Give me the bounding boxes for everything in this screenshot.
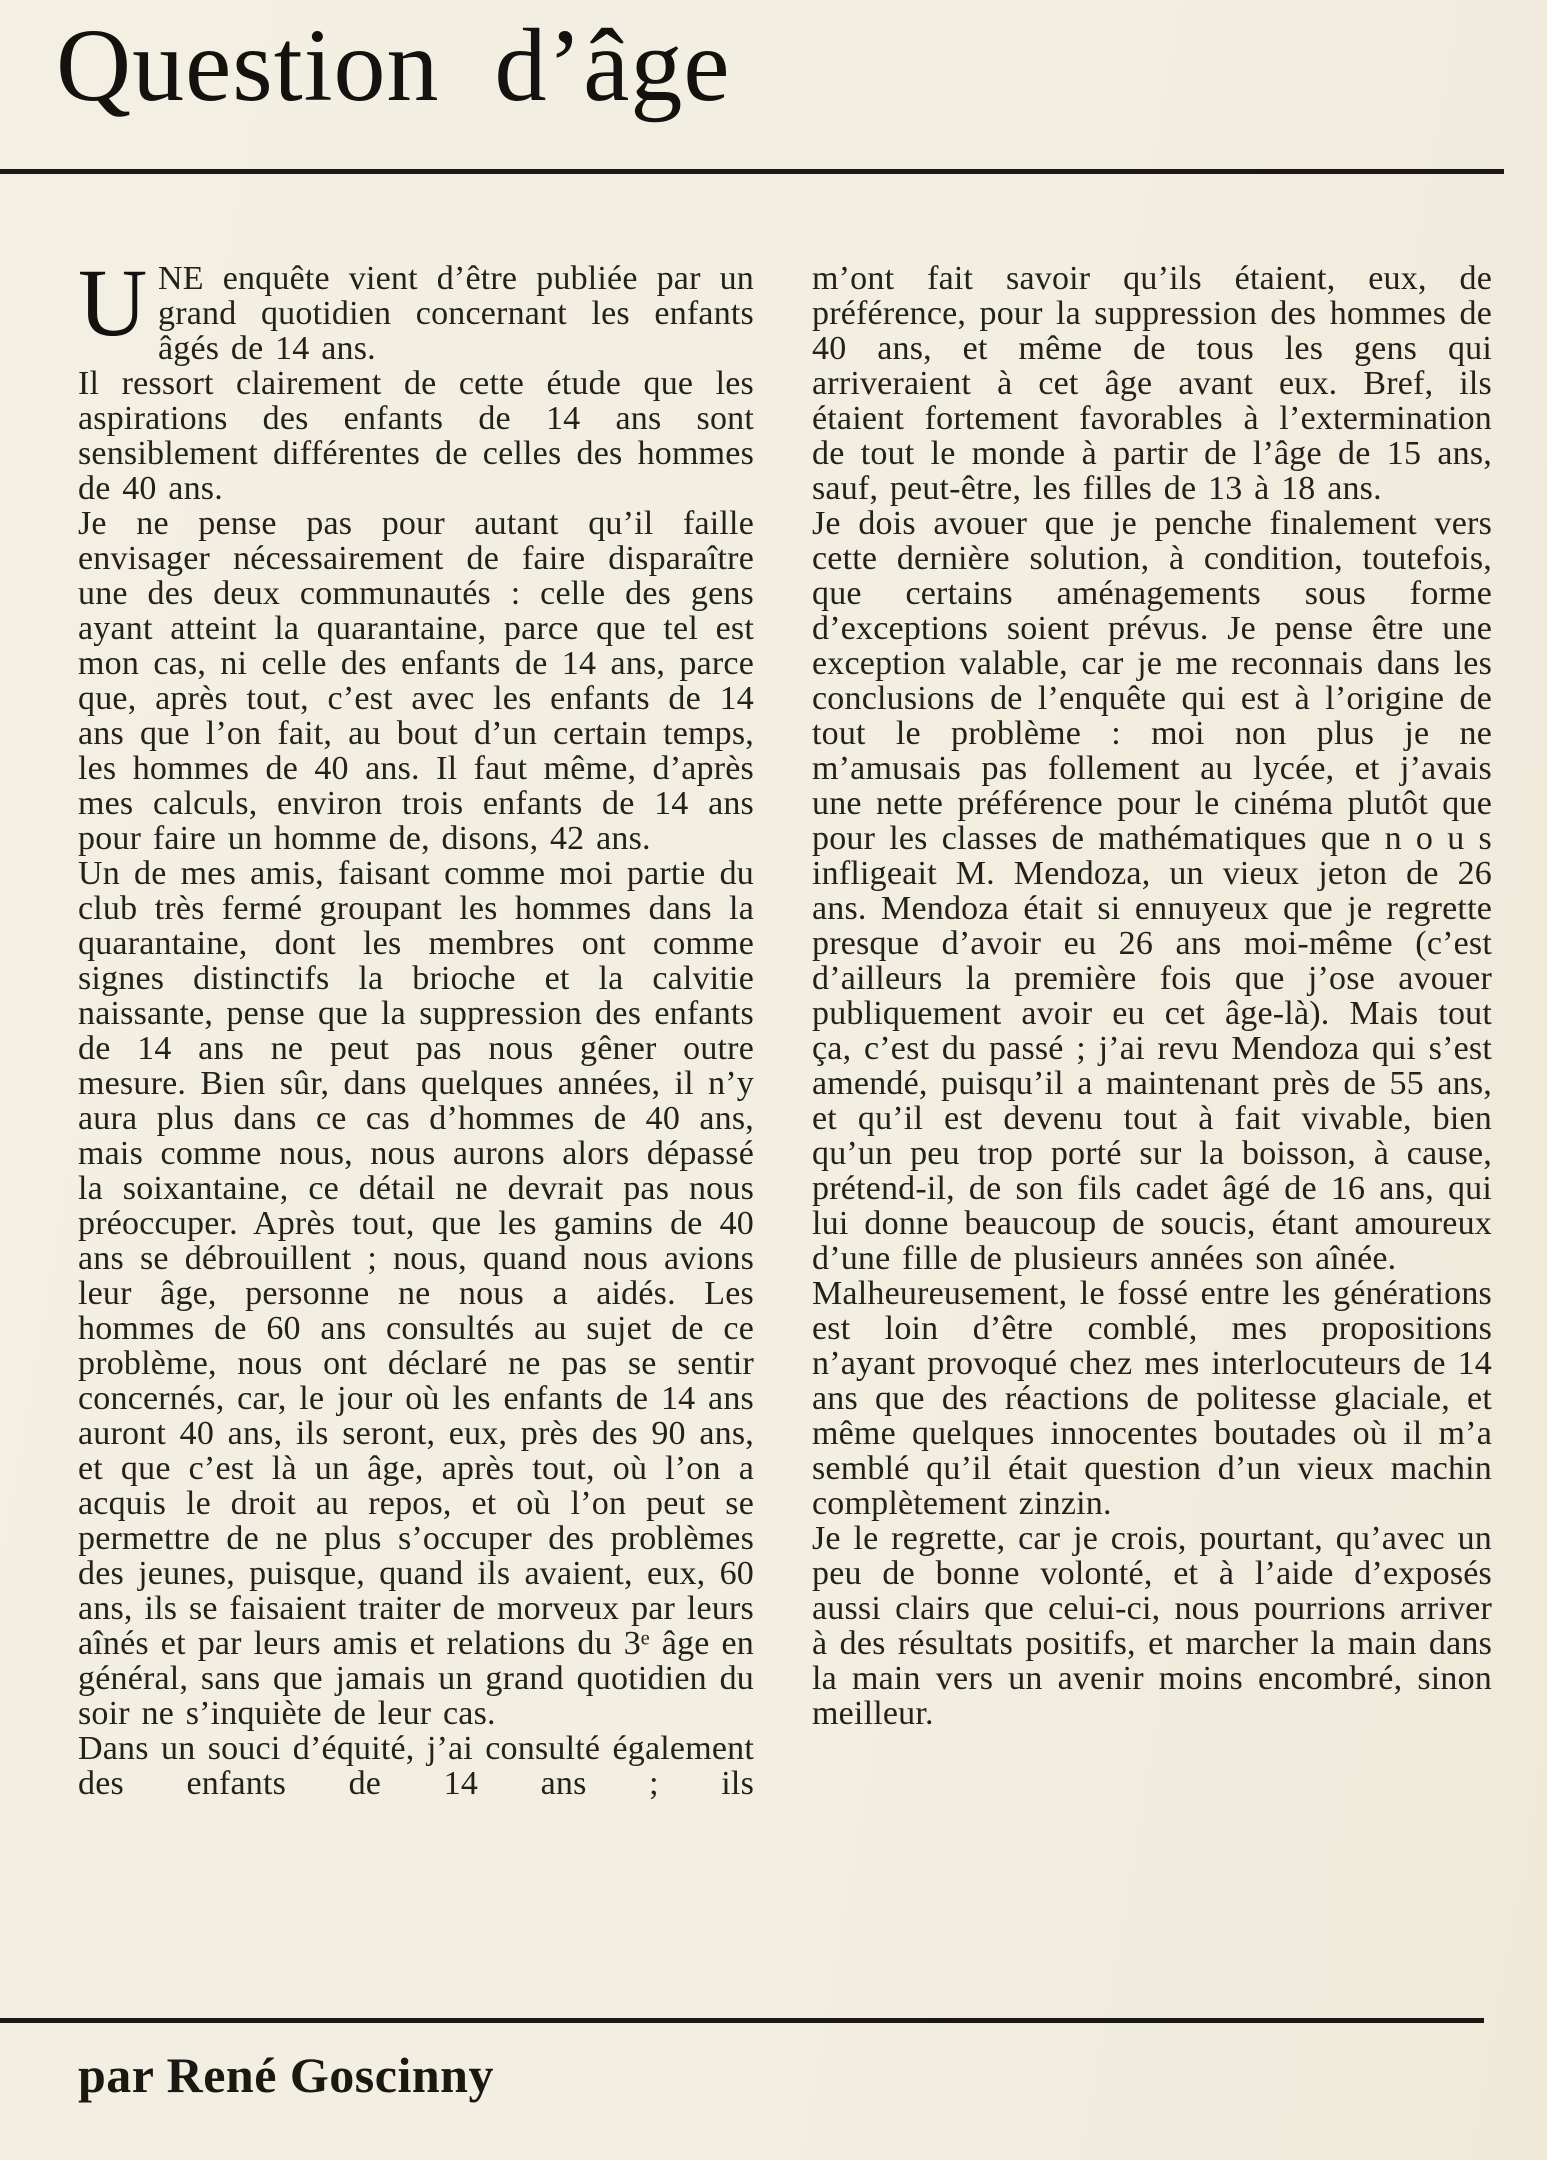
title-divider [0,169,1504,174]
page-title: Question d’âge [56,8,731,123]
right-column [812,261,1492,1731]
byline: par René Goscinny [78,2047,494,2103]
lead-paragraph [78,249,754,367]
paragraph: Malheureusement, le fossé entre les générations est loin d’être comblé, mes propositions n’ayant provoqué chez mes interlocuteurs de 14 ans que des réactions de politesse glaciale, et même quelques innocentes boutades où il m’a semblé qu’il était question d’un vieux machin complètement zinzin. [812,1275,1492,1522]
lead-paragraph-text: NE enquête vient d’être publiée par un grand quotidien concernant les enfants âgés de 14 ans. [158,260,754,367]
paragraph: Je dois avouer que je penche finalement vers cette dernière solution, à condition, toutefois, que certains aménagements sous forme d’exceptions soient prévus. Je pense être une exception valable, car je me reconnais dans les conclusions de l’enquête qui est à l’origine de tout le problème : moi non plus je ne m’amusais pas follement au lycée, et j’avais une nette préférence pour le cinéma plutôt que pour les classes de mathématiques que n o u s infligeait M. Mendoza, un vieux jeton de 26 ans. Mendoza était si ennuyeux que je regrette presque d’avoir eu 26 ans moi-même (c’est d’ailleurs la première fois que j’ose avouer publiquement avoir eu cet âge-là). Mais tout ça, c’est du passé ; j’ai revu Mendoza qui s’est amendé, puisqu’il a maintenant près de 55 ans, et qu’il est devenu tout à fait vivable, bien qu’un peu trop porté sur la boisson, à cause, prétend-il, de son fils cadet âgé de 16 ans, qui lui donne beaucoup de soucis, étant amoureux d’une fille de plusieurs années son aînée. [812,505,1492,1277]
paragraph: Je ne pense pas pour autant qu’il faille envisager nécessairement de faire disparaître une des deux communautés : celle des gens ayant atteint la quarantaine, parce que tel est mon cas, ni celle des enfants de 14 ans, parce que, après tout, c’est avec les enfants de 14 ans que l’on fait, au bout d’un certain temps, les hommes de 40 ans. Il faut même, d’après mes calculs, environ trois enfants de 14 ans pour faire un homme de, disons, 42 ans. [78,505,754,857]
drop-cap: U [78,249,148,356]
paragraph: Un de mes amis, faisant comme moi partie du club très fermé groupant les hommes dans la quarantaine, dont les membres ont comme signes distinctifs la brioche et la calvitie naissante, pense que la suppression des enfants de 14 ans ne peut pas nous gêner outre mesure. Bien sûr, dans quelques années, il n’y aura plus dans ce cas d’hommes de 40 ans, mais comme nous, nous aurons alors dépassé la soixantaine, ce détail ne devrait pas nous préoccuper. Après tout, que les gamins de 40 ans se débrouillent ; nous, quand nous avions leur âge, personne ne nous a aidés. Les hommes de 60 ans consultés au sujet de ce problème, nous ont déclaré ne pas se sentir concernés, car, le jour où les enfants de 14 ans auront 40 ans, ils seront, eux, près des 90 ans, et que c’est là un âge, après tout, où l’on a acquis le droit au repos, et où l’on peut se permettre de ne plus s’occuper des problèmes des jeunes, puisque, quand ils avaient, eux, 60 ans, ils se faisaient traiter de morveux par leurs aînés et par leurs amis et relations du 3ᵉ âge en général, sans que jamais un grand quotidien du soir ne s’inquiète de leur cas. [78,855,754,1732]
footer-divider [0,2018,1484,2023]
left-column [78,249,754,1802]
paragraph: Dans un souci d’équité, j’ai consulté également des enfants de 14 ans ; ils [78,1730,754,1802]
paragraph: m’ont fait savoir qu’ils étaient, eux, de préférence, pour la suppression des hommes de 40 ans, et même de tous les gens qui arriveraient à cet âge avant eux. Bref, ils étaient fortement favorables à l’extermination de tout le monde à partir de l’âge de 15 ans, sauf, peut-être, les filles de 13 à 18 ans. [812,260,1492,507]
paragraph: Je le regrette, car je crois, pourtant, qu’avec un peu de bonne volonté, et à l’aide d’exposés aussi clairs que celui-ci, nous pourrions arriver à des résultats positifs, et marcher la main dans la main vers un avenir moins encombré, sinon meilleur. [812,1520,1492,1732]
paragraph: Il ressort clairement de cette étude que les aspirations des enfants de 14 ans sont sensiblement différentes de celles des hommes de 40 ans. [78,365,754,507]
